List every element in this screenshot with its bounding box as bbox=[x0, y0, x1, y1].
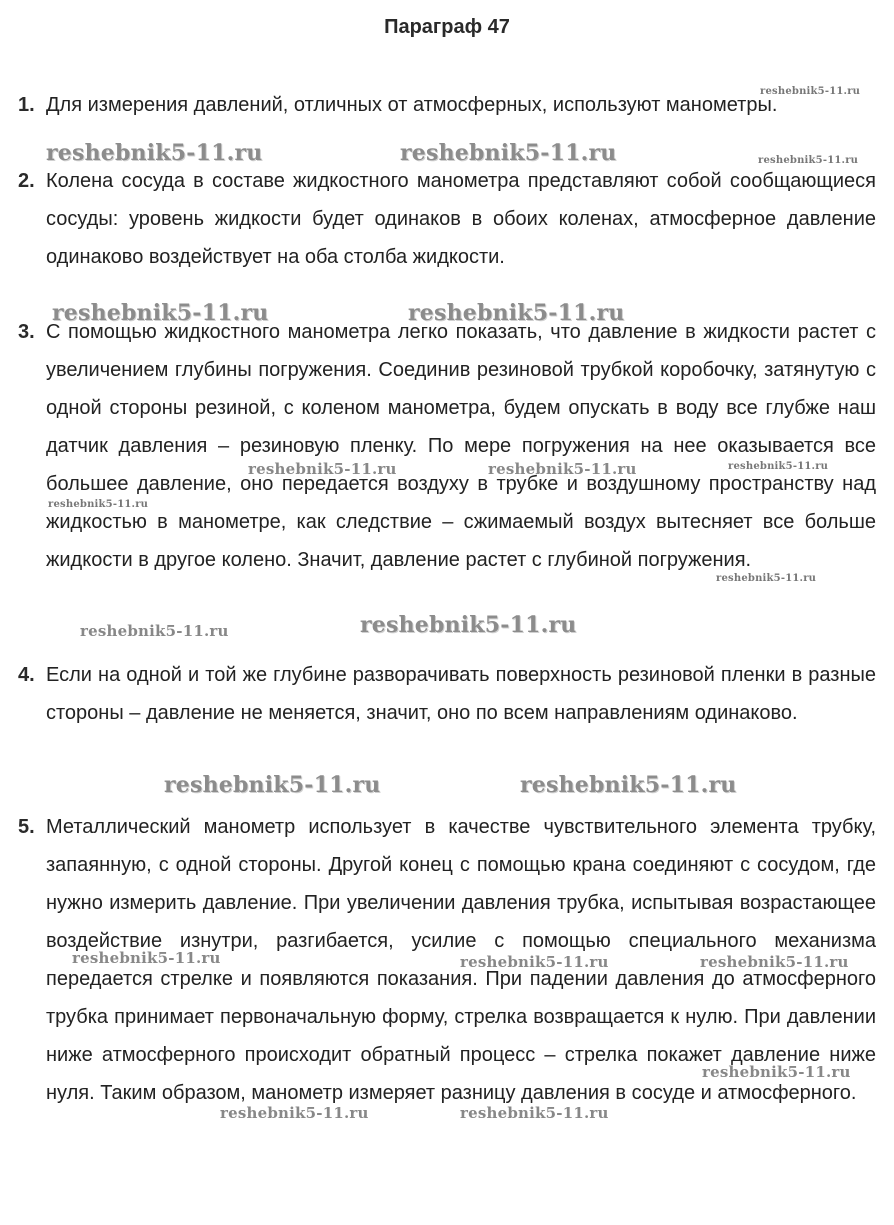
list-item-4 bbox=[18, 656, 876, 732]
watermark: reshebnik5-11.ru bbox=[702, 1063, 851, 1081]
watermark: reshebnik5-11.ru bbox=[248, 460, 397, 478]
item-text: Если на одной и той же глубине разворачивать поверхность резиновой пленки в разные стороны – давление не меняется, значит, оно по всем направлениям одинаково. bbox=[46, 664, 876, 724]
watermark: reshebnik5-11.ru bbox=[46, 140, 263, 166]
list-item-3 bbox=[18, 313, 876, 579]
watermark: reshebnik5-11.ru bbox=[716, 573, 817, 584]
watermark: reshebnik5-11.ru bbox=[700, 953, 849, 971]
watermark: reshebnik5-11.ru bbox=[48, 499, 149, 510]
watermark: reshebnik5-11.ru bbox=[220, 1104, 369, 1122]
item-text: Металлический манометр использует в качестве чувствительного элемента трубку, запаянную, с одной стороны. Другой конец с помощью крана соединяют с сосудом, где нужно измерить давление. При увеличении давления трубка, испытывая возрастающее воздействие изнутри, разгибается, усилие с помощью специального механизма передается стрелке и появляются показания. При падении давления до атмосферного трубка принимает первоначальную форму, стрелка возвращается к нулю. При давлении ниже атмосферного происходит обратный процесс – стрелка покажет давление ниже нуля. Таким образом, манометр измеряет разницу давления в сосуде и атмосферного. bbox=[46, 816, 876, 1104]
watermark: reshebnik5-11.ru bbox=[400, 140, 617, 166]
watermark: reshebnik5-11.ru bbox=[488, 460, 637, 478]
watermark: reshebnik5-11.ru bbox=[760, 86, 861, 97]
watermark: reshebnik5-11.ru bbox=[460, 953, 609, 971]
watermark: reshebnik5-11.ru bbox=[408, 300, 625, 326]
item-text: С помощью жидкостного манометра легко показать, что давление в жидкости растет с увеличением глубины погружения. Соединив резиновой трубкой коробочку, затянутую с одной стороны резиной, с коленом манометра, будем опускать в воду все глубже наш датчик давления – резиновую пленку. По мере погружения на нее оказывается все большее давление, оно передается воздуху в трубке и воздушному пространству над жидкостью в манометре, как следствие – сжимаемый воздух вытесняет все больше жидкости в другое колено. Значит, давление растет с глубиной погружения. bbox=[46, 321, 876, 571]
watermark: reshebnik5-11.ru bbox=[52, 300, 269, 326]
page-title: Параграф 47 bbox=[384, 16, 510, 38]
watermark: reshebnik5-11.ru bbox=[360, 612, 577, 638]
watermark: reshebnik5-11.ru bbox=[80, 622, 229, 640]
watermark: reshebnik5-11.ru bbox=[164, 772, 381, 798]
item-text: Для измерения давлений, отличных от атмосферных, используют манометры. bbox=[46, 94, 778, 116]
item-number: 5. bbox=[18, 816, 35, 838]
watermark: reshebnik5-11.ru bbox=[520, 772, 737, 798]
item-text: Колена сосуда в составе жидкостного манометра представляют собой сообщающиеся сосуды: уровень жидкости будет одинаков в обоих коленах, атмосферное давление одинаково воздействует на оба столба жидкости. bbox=[46, 170, 876, 268]
list-item-1 bbox=[18, 86, 876, 124]
item-number: 2. bbox=[18, 170, 35, 192]
watermark: reshebnik5-11.ru bbox=[72, 949, 221, 967]
item-number: 4. bbox=[18, 664, 35, 686]
item-number: 1. bbox=[18, 94, 35, 116]
list-item-5 bbox=[18, 808, 876, 1112]
watermark: reshebnik5-11.ru bbox=[758, 155, 859, 166]
watermark: reshebnik5-11.ru bbox=[460, 1104, 609, 1122]
watermark: reshebnik5-11.ru bbox=[728, 461, 829, 472]
item-number: 3. bbox=[18, 321, 35, 343]
list-item-2 bbox=[18, 162, 876, 276]
